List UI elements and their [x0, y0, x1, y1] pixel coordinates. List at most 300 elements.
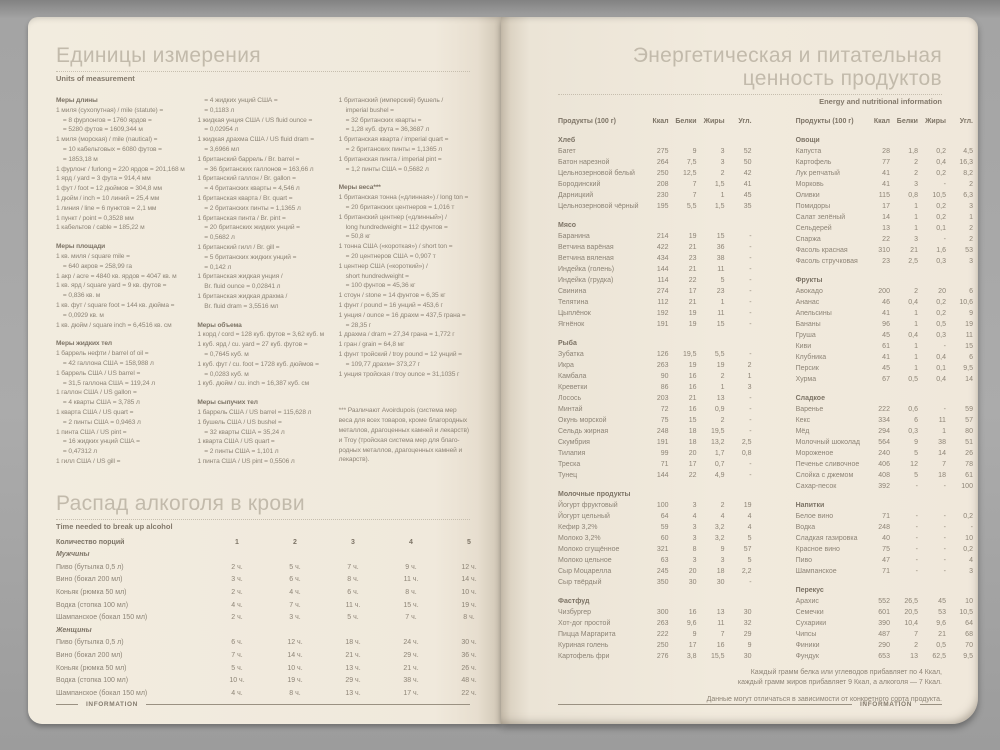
nutrition-cell: 0,3 [908, 428, 918, 435]
alcohol-cell: 10 ч. [287, 664, 303, 672]
alcohol-cell: 38 ч. [403, 677, 419, 685]
nutrition-header-cell: Продукты (100 г) [558, 118, 616, 125]
nutrition-cell: 61 [882, 343, 890, 350]
nutrition-cell: 15 [716, 321, 725, 328]
nutrition-section [558, 338, 752, 481]
unit-line: long hundredweight = 112 фунтов = [338, 223, 448, 231]
nutrition-cell: 15 [688, 417, 697, 424]
alcohol-cell: 2 ч. [231, 614, 243, 622]
nutrition-cell: 3 [914, 236, 918, 243]
units-grid [56, 96, 470, 476]
nutrition-row [558, 426, 752, 437]
nutrition-cell: 1 [914, 310, 918, 317]
nutrition-cell: 26 [965, 450, 973, 457]
nutrition-cell: 191 [656, 439, 669, 446]
nutrition-cell: 276 [656, 653, 669, 660]
nutrition-cell: 18 [688, 428, 697, 435]
unit-line: = 16 жидких унций США = [56, 438, 140, 446]
nutrition-cell: 15 [965, 343, 973, 350]
nutrition-row-label: Хурма [795, 376, 817, 383]
nutrition-cell: 5,5 [686, 203, 697, 210]
nutrition-cell: 52 [743, 148, 752, 155]
unit-line: 1 британская жидкая драхма / [197, 292, 288, 300]
alcohol-cell: 21 ч. [403, 664, 419, 672]
nutrition-cell: 3 [969, 568, 973, 575]
nutrition-cell: 16 [688, 373, 697, 380]
nutrition-cell: 14 [965, 376, 973, 383]
unit-line: = 42 галлона США = 158,988 л [56, 359, 154, 367]
nutrition-cell: 7 [942, 461, 946, 468]
unit-line: 1 британская кварта / Br. quart = [197, 194, 293, 202]
nutrition-cell: 3 [914, 181, 918, 188]
nutrition-cell: 1 [747, 373, 752, 380]
nutrition-cell: 10,5 [959, 609, 973, 616]
nutrition-cell: 63 [660, 557, 669, 564]
alcohol-cell: 29 ч. [403, 652, 419, 660]
nutrition-cell: 18 [716, 568, 725, 575]
alcohol-cell: 3 ч. [289, 614, 301, 622]
nutrition-cell: 214 [656, 233, 669, 240]
alcohol-row [56, 637, 477, 650]
nutrition-cell: 390 [878, 620, 890, 627]
nutrition-cell: 45 [938, 598, 946, 605]
nutrition-row-label: Помидоры [795, 203, 831, 210]
nutrition-cell: - [943, 406, 946, 413]
nutrition-cell: 6,3 [963, 192, 973, 199]
footer-rule [146, 704, 470, 705]
alcohol-row-label: Водка (стопка 100 мл) [56, 601, 129, 609]
alcohol-row-label: Пиво (бутылка 0,5 л) [56, 639, 124, 647]
unit-line: = 2 пинты США = 1,101 л [197, 448, 279, 456]
nutrition-row [558, 286, 752, 297]
nutrition-header-cell: Продукты (100 г) [795, 118, 854, 125]
nutrition-cell: 2 [914, 642, 918, 649]
unit-line: = 5280 футов = 1609,344 м [56, 126, 143, 134]
alcohol-cell: 5 ч. [231, 664, 243, 672]
nutrition-row-label: Хот-дог простой [558, 620, 611, 627]
nutrition-cell: 19 [688, 362, 697, 369]
unit-line: 1 куб. фут / cu. foot = 1728 куб. дюймов = [197, 360, 319, 368]
nutrition-cell: 487 [878, 631, 890, 638]
alcohol-cell: 6 ч. [289, 576, 301, 584]
nutrition-row-label: Груша [795, 332, 816, 339]
unit-line: = 20 британских центнеров = 1,016 т [338, 203, 455, 211]
nutrition-row-label: Молоко сгущённое [558, 546, 620, 553]
nutrition-cell: 5 [747, 535, 752, 542]
nutrition-row [796, 190, 973, 201]
nutrition-cell: 408 [878, 472, 890, 479]
nutrition-cell: 0,4 [936, 159, 946, 166]
nutrition-row [558, 437, 752, 448]
nutrition-cell: 19 [716, 362, 725, 369]
nutrition-section [558, 596, 752, 662]
nutrition-cell: 9 [692, 148, 697, 155]
nutrition-cell: 2 [720, 502, 725, 509]
nutrition-cell: 2 [720, 417, 725, 424]
nutrition-cell: 15 [716, 233, 725, 240]
nutrition-cell: 64 [660, 513, 669, 520]
nutrition-cell: 22 [882, 236, 890, 243]
nutrition-cell: 0,2 [936, 203, 946, 210]
alcohol-row [56, 537, 470, 550]
nutrition-cell: 0,2 [936, 148, 946, 155]
nutrition-header-row [558, 116, 752, 127]
nutrition-table-right [796, 116, 973, 662]
nutrition-row [558, 264, 752, 275]
alcohol-cell: 4 [409, 538, 413, 546]
nutrition-cell: 203 [656, 395, 669, 402]
nutrition-cell: 4 [747, 513, 752, 520]
alcohol-cell: 36 ч. [461, 652, 477, 660]
nutrition-row-label: Арахис [795, 598, 819, 605]
nutrition-cell: 72 [660, 406, 669, 413]
nutrition-cell: 294 [878, 428, 890, 435]
nutrition-cell: 19 [688, 310, 697, 317]
nutrition-row-label: Бородинский [558, 181, 601, 188]
nutrition-cell: 11 [717, 620, 725, 627]
unit-heading: Меры площади [56, 243, 106, 251]
alcohol-cell: 6 ч. [231, 639, 243, 647]
nutrition-cell: 12,5 [682, 170, 697, 177]
nutrition-cell: 1 [914, 321, 918, 328]
nutrition-cell: 38 [716, 255, 725, 262]
nutrition-row-label: Ягнёнок [558, 321, 585, 328]
nutrition-row-label: Тилапия [558, 450, 586, 457]
nutrition-cell: 70 [965, 642, 973, 649]
left-page-footer [56, 701, 470, 708]
nutrition-cell: 1 [914, 203, 918, 210]
nutrition-cell: 19,5 [682, 351, 697, 358]
nutrition-cell: 0,2 [936, 299, 946, 306]
nutrition-cell: 100 [656, 502, 669, 509]
nutrition-section [796, 393, 973, 492]
unit-line: = 0,1183 л [197, 106, 235, 114]
nutrition-section [558, 489, 752, 588]
nutrition-cell: 290 [878, 642, 890, 649]
nutrition-cell: 75 [660, 417, 669, 424]
nutrition-row [558, 275, 752, 286]
unit-line: веса для всех товаров, кроме благородных [338, 417, 468, 425]
nutrition-cell: 68 [965, 631, 973, 638]
nutrition-cell: 45 [882, 332, 890, 339]
nutrition-header-cell: Белки [675, 118, 697, 125]
nutrition-cell: 18 [938, 472, 946, 479]
nutrition-row [796, 245, 973, 256]
nutrition-row-label: Оливки [795, 192, 820, 199]
nutrition-header-row [796, 116, 973, 127]
nutrition-cell: 11 [717, 266, 725, 273]
unit-line: = 28,35 г [338, 321, 372, 329]
unit-block [197, 96, 328, 312]
nutrition-row [558, 349, 752, 360]
nutrition-row [796, 651, 973, 662]
unit-line: = 0,0283 куб. м [197, 370, 249, 378]
nutrition-cell: 264 [656, 159, 669, 166]
nutrition-row [796, 319, 973, 330]
nutrition-cell: 2,5 [741, 439, 752, 446]
nutrition-row [796, 223, 973, 234]
unit-line: 1 тонна США («короткая») / short ton = [338, 243, 453, 251]
nutrition-cell: 1 [969, 214, 973, 221]
nutrition-cell: 41 [882, 310, 890, 317]
nutrition-row [558, 201, 752, 212]
alcohol-cell: 10 ч. [229, 677, 245, 685]
unit-line: = 4 жидких унций США = [197, 97, 278, 104]
nutrition-cell: 0,6 [908, 406, 918, 413]
nutrition-row-label: Сахар-песок [795, 483, 837, 490]
nutrition-row-label: Баранина [558, 233, 590, 240]
nutrition-section-name: Хлеб [558, 137, 576, 144]
alcohol-row-label: Водка (стопка 100 мл) [56, 677, 129, 685]
unit-line: металлов, драгоценных камней и лекарств) [338, 426, 469, 434]
nutrition-row [558, 404, 752, 415]
footer-rule [558, 704, 852, 705]
nutrition-cell: 57 [965, 417, 973, 424]
unit-line: = 10 кабельтовых = 6080 футов = [56, 145, 162, 153]
nutrition-cell: 100 [961, 483, 973, 490]
alcohol-cell: 26 ч. [461, 664, 477, 672]
nutrition-row [796, 256, 973, 267]
nutrition-section-name: Рыба [558, 340, 577, 347]
unit-line: = 31,5 галлона США = 119,24 л [56, 379, 155, 387]
nutrition-section-name: Перекус [795, 587, 824, 594]
alcohol-group-label: Женщины [56, 626, 92, 634]
nutrition-header-cell: Угл. [959, 118, 973, 125]
unit-line: = 20 британских жидких унций = [197, 224, 300, 232]
nutrition-cell: 29 [743, 631, 752, 638]
nutrition-row [796, 179, 973, 190]
nutrition-cell: 51 [965, 439, 973, 446]
nutrition-cell: - [749, 351, 752, 358]
unit-block [339, 96, 470, 174]
unit-block [56, 242, 187, 330]
nutrition-row [796, 607, 973, 618]
alcohol-cell: 12 ч. [461, 563, 477, 571]
unit-line: 1 унция / ounce = 16 драхм = 437,5 грана = [338, 311, 466, 319]
nutrition-row-label: Апельсины [795, 310, 832, 317]
nutrition-cell: 144 [656, 266, 669, 273]
nutrition-cell: 5 [747, 557, 752, 564]
nutrition-cell: 0,4 [936, 354, 946, 361]
nutrition-row-label: Красное вино [795, 546, 840, 553]
nutrition-cell: 41 [882, 170, 890, 177]
nutrition-cell: 2 [747, 362, 752, 369]
alcohol-cell: 7 ч. [405, 614, 417, 622]
notes-list [558, 668, 942, 688]
nutrition-row [558, 242, 752, 253]
unit-line: = 0,02954 л [197, 126, 239, 134]
unit-line: 1 британская пинта / Br. pint = [197, 214, 286, 222]
nutrition-row [796, 297, 973, 308]
units-column-2 [197, 96, 328, 476]
nutrition-cell: - [915, 557, 918, 564]
nutrition-cell: 9 [720, 546, 725, 553]
nutrition-cell: 1 [942, 428, 946, 435]
nutrition-tables [558, 116, 973, 662]
nutrition-row [796, 566, 973, 577]
nutrition-row [558, 190, 752, 201]
alcohol-cell: 17 ч. [403, 689, 419, 697]
nutrition-cell: 248 [878, 524, 890, 531]
nutrition-cell: 0,2 [936, 310, 946, 317]
unit-line: = 2 британских пинты = 1,1365 л [338, 145, 443, 153]
nutrition-cell: 41 [882, 354, 890, 361]
unit-block [197, 398, 328, 467]
nutrition-cell: 13 [910, 653, 918, 660]
alcohol-row [56, 574, 477, 587]
nutrition-cell: - [943, 535, 946, 542]
nutrition-cell: 126 [656, 351, 669, 358]
nutrition-row-label: Белое вино [795, 513, 834, 520]
note-line: каждый грамм жиров прибавляет 9 Ккал, а алкоголя — 7 Ккал. [737, 679, 942, 686]
nutrition-row-label: Молочный шоколад [795, 439, 860, 446]
nutrition-table-left [558, 116, 752, 662]
nutrition-cell: 30 [716, 579, 725, 586]
nutrition-row-label: Бананы [795, 321, 821, 328]
nutrition-row [796, 363, 973, 374]
nutrition-cell: 208 [656, 181, 669, 188]
nutrition-row [796, 448, 973, 459]
nutrition-cell: 2 [969, 181, 973, 188]
nutrition-cell: 17 [688, 461, 697, 468]
nutrition-cell: 3 [692, 502, 697, 509]
nutrition-cell: 200 [878, 288, 890, 295]
nutrition-cell: 75 [882, 546, 890, 553]
nutrition-row-label: Сельдь жирная [558, 428, 609, 435]
unit-line: = 36 британских галлонов = 163,66 л [197, 165, 314, 173]
nutrition-row [558, 253, 752, 264]
nutrition-cell: 78 [965, 461, 973, 468]
alcohol-row [56, 600, 477, 613]
unit-heading: Меры жидких тел [56, 340, 113, 348]
footer-rule [920, 704, 942, 705]
unit-line: 1 британская тонна («длинная») / long ton = [338, 194, 469, 202]
nutrition-title: Энергетическая и питательная ценность продуктов [558, 44, 942, 95]
unit-line: Br. fluid ounce = 0,02841 л [197, 283, 281, 291]
nutrition-cell: 5 [914, 450, 918, 457]
alcohol-cell: 3 ч. [231, 576, 243, 584]
unit-line: = 0,5682 л [197, 234, 235, 242]
alcohol-cell: 8 ч. [347, 576, 359, 584]
unit-line: 1 баррель США / US barrel = [56, 369, 141, 377]
unit-line: 1 британский центнер («длинный») / [338, 213, 447, 221]
nutrition-row [558, 168, 752, 179]
nutrition-cell: 64 [965, 620, 973, 627]
nutrition-cell: 274 [656, 288, 669, 295]
alcohol-row [56, 650, 477, 663]
unit-line: 1 куб. дюйм / cu. inch = 16,387 куб. см [197, 380, 310, 388]
nutrition-cell: 3 [692, 557, 697, 564]
nutrition-row-label: Цельнозерновой чёрный [558, 203, 639, 210]
nutrition-row-label: Финики [795, 642, 820, 649]
nutrition-cell: 53 [938, 609, 946, 616]
nutrition-cell: 10,5 [932, 192, 946, 199]
nutrition-row-label: Батон нарезной [558, 159, 610, 166]
nutrition-row-label: Икра [558, 362, 574, 369]
nutrition-section-name: Напитки [795, 502, 825, 509]
nutrition-cell: - [943, 546, 946, 553]
unit-line: Br. fluid dram = 3,5516 мл [197, 302, 279, 310]
unit-heading: Меры длины [56, 97, 98, 104]
nutrition-section [558, 135, 752, 212]
nutrition-cell: - [943, 568, 946, 575]
nutrition-cell: 240 [878, 450, 890, 457]
nutrition-row-label: Авокадо [795, 288, 823, 295]
nutrition-cell: 1,8 [908, 148, 918, 155]
nutrition-cell: 1 [914, 365, 918, 372]
nutrition-row-label: Картофель [795, 159, 832, 166]
nutrition-row-label: Молоко цельное [558, 557, 612, 564]
unit-line: 1 миля (морская) / mile (nautical) = [56, 136, 158, 144]
nutrition-cell: 9,5 [963, 365, 973, 372]
unit-line: 1 кв. фут / square foot = 144 кв. дюйма = [56, 301, 175, 309]
nutrition-row-label: Ветчина варёная [558, 244, 614, 251]
nutrition-cell: 13 [716, 395, 725, 402]
unit-line: = 2 пинты США = 0,9463 л [56, 418, 141, 426]
nutrition-cell: - [749, 299, 752, 306]
nutrition-cell: 59 [660, 524, 669, 531]
nutrition-cell: - [943, 557, 946, 564]
nutrition-row-label: Кефир 3,2% [558, 524, 598, 531]
alcohol-cell: 10 ч. [461, 589, 477, 597]
nutrition-cell: 36 [716, 244, 725, 251]
nutrition-cell: 0,1 [936, 225, 946, 232]
nutrition-cell: 19 [688, 233, 697, 240]
alcohol-cell: 7 ч. [231, 652, 243, 660]
nutrition-row [558, 231, 752, 242]
unit-line: 1 центнер США («короткий») / [338, 262, 428, 270]
nutrition-row [796, 511, 973, 522]
nutrition-row [796, 374, 973, 385]
nutrition-cell: 2 [914, 170, 918, 177]
nutrition-cell: 1 [914, 354, 918, 361]
nutrition-row-label: Салат зелёный [795, 214, 846, 221]
nutrition-cell: - [915, 524, 918, 531]
nutrition-cell: 9 [969, 310, 973, 317]
nutrition-row-label: Камбала [558, 373, 587, 380]
nutrition-row [558, 555, 752, 566]
unit-line: = 50,8 кг [338, 233, 371, 241]
nutrition-cell: 0,4 [908, 332, 918, 339]
unit-line: 1 пункт / point = 0,3528 мм [56, 214, 134, 222]
nutrition-cell: 275 [656, 148, 669, 155]
nutrition-cell: 19,5 [710, 428, 725, 435]
nutrition-row-label: Морковь [795, 181, 824, 188]
unit-line: 1 британский (имперский) бушель / [338, 97, 444, 104]
unit-block [197, 321, 328, 390]
alcohol-group-label: Мужчины [56, 551, 90, 559]
unit-line: 1 кварта США / US quart = [56, 408, 134, 416]
nutrition-cell: 222 [878, 406, 890, 413]
nutrition-row-label: Водка [795, 524, 816, 531]
unit-line: = 2 британских пинты = 1,1365 л [197, 204, 301, 212]
nutrition-cell: 3 [969, 258, 973, 265]
alcohol-cell: 15 ч. [403, 601, 419, 609]
nutrition-row [796, 286, 973, 297]
unit-line: 1 гран / grain = 64,8 мг [338, 341, 405, 349]
unit-line: = 4 кварты США = 3,785 л [56, 399, 140, 407]
nutrition-cell: 1 [914, 343, 918, 350]
nutrition-cell: 2 [969, 236, 973, 243]
nutrition-cell: 80 [965, 428, 973, 435]
alcohol-cell: 18 ч. [345, 639, 361, 647]
nutrition-row [558, 607, 752, 618]
nutrition-cell: 9,6 [936, 620, 946, 627]
nutrition-row-label: Спаржа [795, 236, 821, 243]
alcohol-cell: 7 ч. [289, 601, 301, 609]
nutrition-cell: 19 [688, 321, 697, 328]
nutrition-cell: 4 [720, 513, 725, 520]
